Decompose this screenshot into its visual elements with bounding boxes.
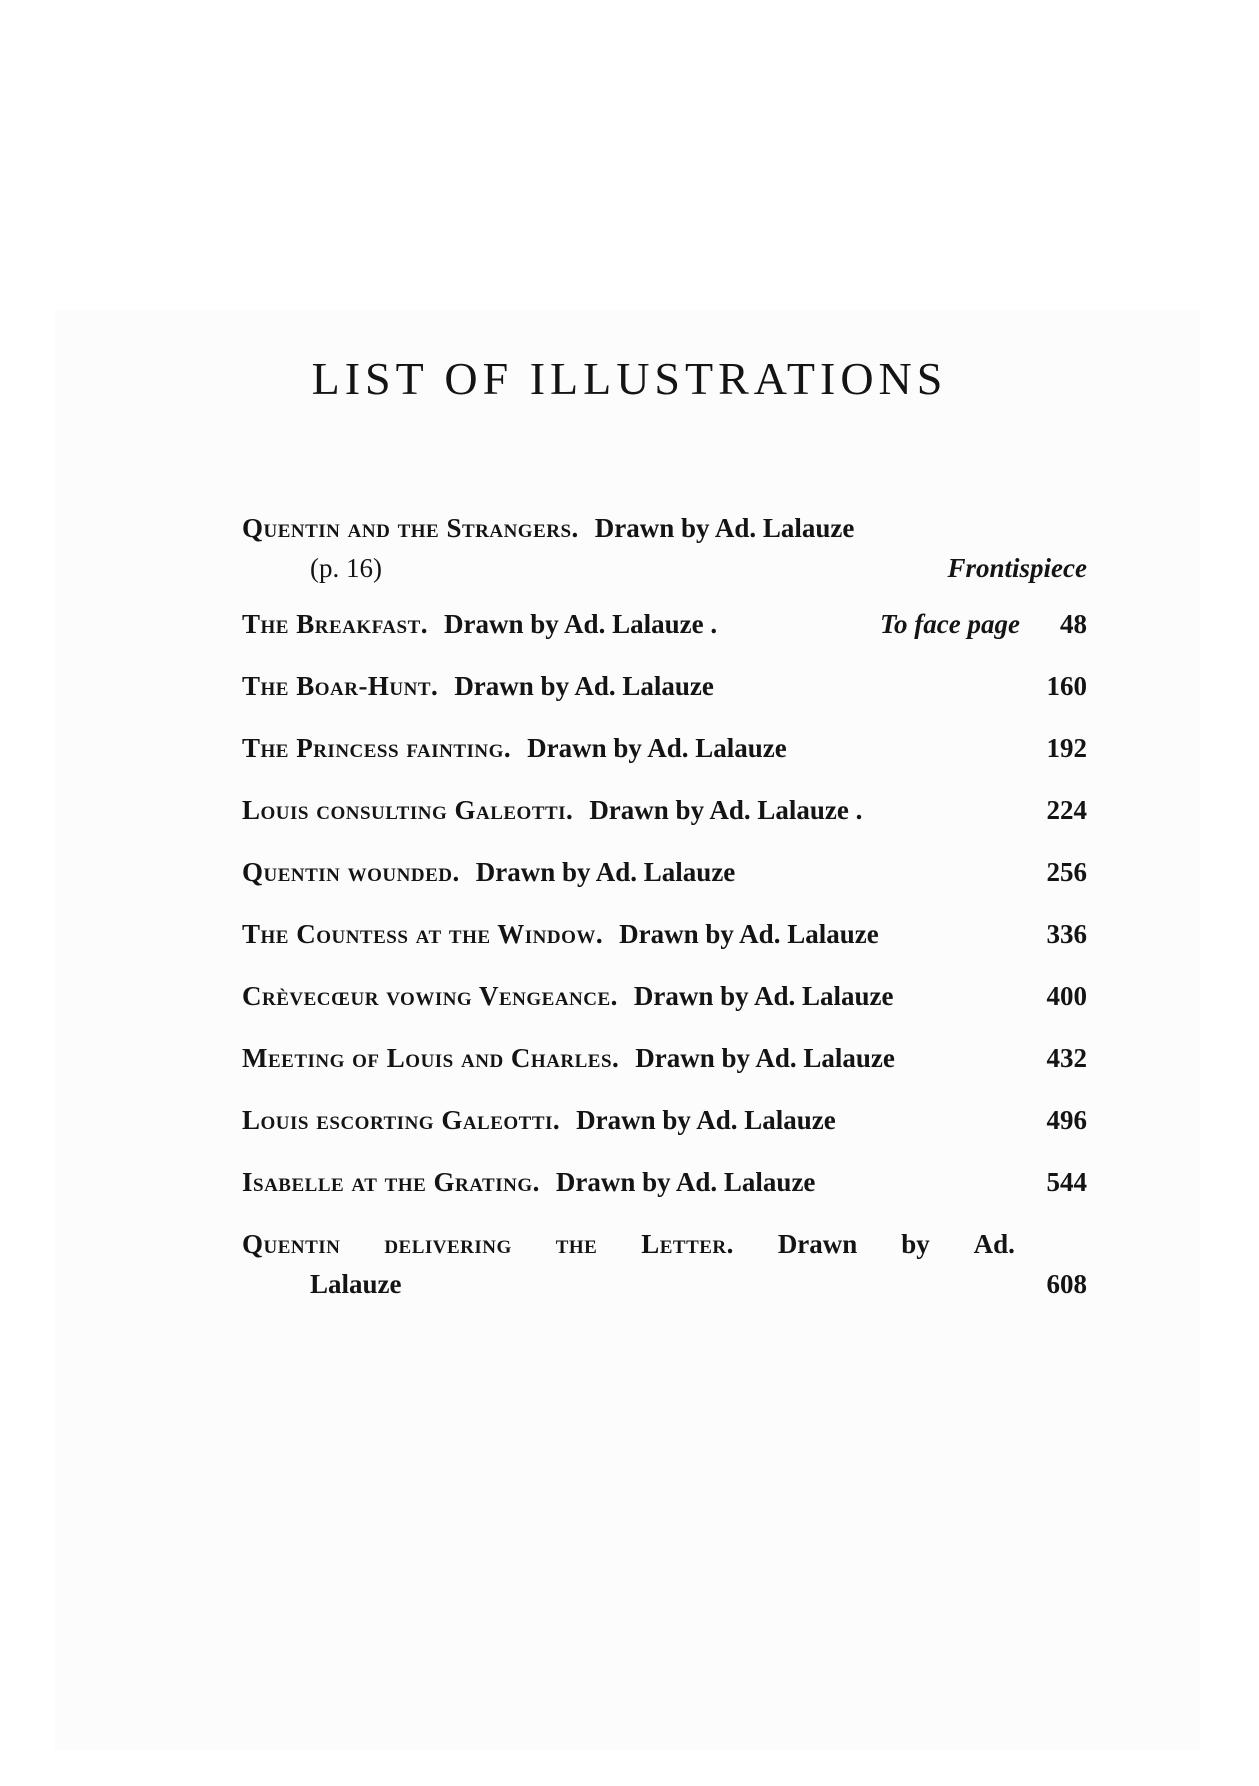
illustration-credit: Drawn by Ad. Lalauze . — [589, 795, 863, 825]
illustration-caption: Quentin and the Strangers. — [242, 513, 579, 543]
illustration-credit: Drawn by Ad. Lalauze . — [444, 609, 718, 639]
illustration-credit: Drawn by Ad. Lalauze — [576, 1105, 836, 1135]
list-item — [242, 604, 1087, 644]
illustration-caption: Meeting of Louis and Charles. — [242, 1043, 620, 1073]
page-number: 608 — [1046, 1269, 1087, 1299]
illustration-caption: The Boar-Hunt. — [242, 671, 439, 701]
illustration-caption: Crèvecœur vowing Vengeance. — [242, 981, 618, 1011]
list-item — [242, 852, 1087, 892]
illustration-caption: The Princess fainting. — [242, 733, 512, 763]
illustration-caption-word: the — [555, 1229, 598, 1259]
list-item — [242, 790, 1087, 830]
page-number: 400 — [1046, 981, 1087, 1011]
list-item — [242, 1038, 1087, 1078]
list-item — [242, 728, 1087, 768]
list-item — [242, 666, 1087, 706]
placement-label: Frontispiece — [947, 553, 1087, 583]
page-number: 192 — [1046, 733, 1087, 763]
illustration-credit-word: Drawn — [777, 1229, 858, 1259]
list-item — [242, 508, 1087, 588]
page-title: LIST OF ILLUSTRATIONS — [311, 353, 948, 404]
illustration-credit: Drawn by Ad. Lalauze — [633, 981, 894, 1011]
justified-caption-line — [242, 1224, 1015, 1264]
illustration-list — [242, 508, 1087, 1326]
illustration-caption-word: Quentin — [242, 1229, 341, 1259]
page-reference: (p. 16) — [310, 553, 382, 583]
list-item — [242, 976, 1087, 1016]
illustration-credit-word: Ad. — [973, 1229, 1015, 1259]
page-number: 160 — [1046, 671, 1087, 701]
illustration-caption: The Countess at the Window. — [242, 919, 604, 949]
illustration-credit: Drawn by Ad. Lalauze — [527, 733, 787, 763]
illustration-credit: Drawn by Ad. Lalauze — [475, 857, 736, 887]
page-number: 432 — [1046, 1043, 1087, 1073]
illustration-caption: Quentin wounded. — [242, 857, 460, 887]
illustration-caption: Isabelle at the Grating. — [242, 1167, 540, 1197]
list-item — [242, 1224, 1087, 1304]
page-number: 48 — [1060, 609, 1087, 639]
illustration-credit-word: by — [901, 1229, 930, 1259]
illustration-credit: Drawn by Ad. Lalauze — [454, 671, 714, 701]
illustration-credit: Drawn by Ad. Lalauze — [619, 919, 879, 949]
illustration-caption: Louis escorting Galeotti. — [242, 1105, 561, 1135]
page-number: 544 — [1046, 1167, 1087, 1197]
illustration-credit: Drawn by Ad. Lalauze — [635, 1043, 895, 1073]
illustration-caption: The Breakfast. — [242, 609, 429, 639]
page-number: 224 — [1046, 795, 1087, 825]
illustration-caption-word: delivering — [384, 1229, 512, 1259]
illustration-caption: Louis consulting Galeotti. — [242, 795, 574, 825]
illustration-caption-word: Letter. — [641, 1229, 734, 1259]
page-number: 496 — [1046, 1105, 1087, 1135]
illustration-credit: Drawn by Ad. Lalauze — [555, 1167, 816, 1197]
page-number: 256 — [1046, 857, 1087, 887]
page-number: 336 — [1046, 919, 1087, 949]
list-item — [242, 1162, 1087, 1202]
placement-label: To face page — [880, 609, 1020, 639]
list-item — [242, 1100, 1087, 1140]
list-item — [242, 914, 1087, 954]
illustration-credit: Drawn by Ad. Lalauze — [594, 513, 855, 543]
illustration-credit: Lalauze — [310, 1269, 402, 1299]
